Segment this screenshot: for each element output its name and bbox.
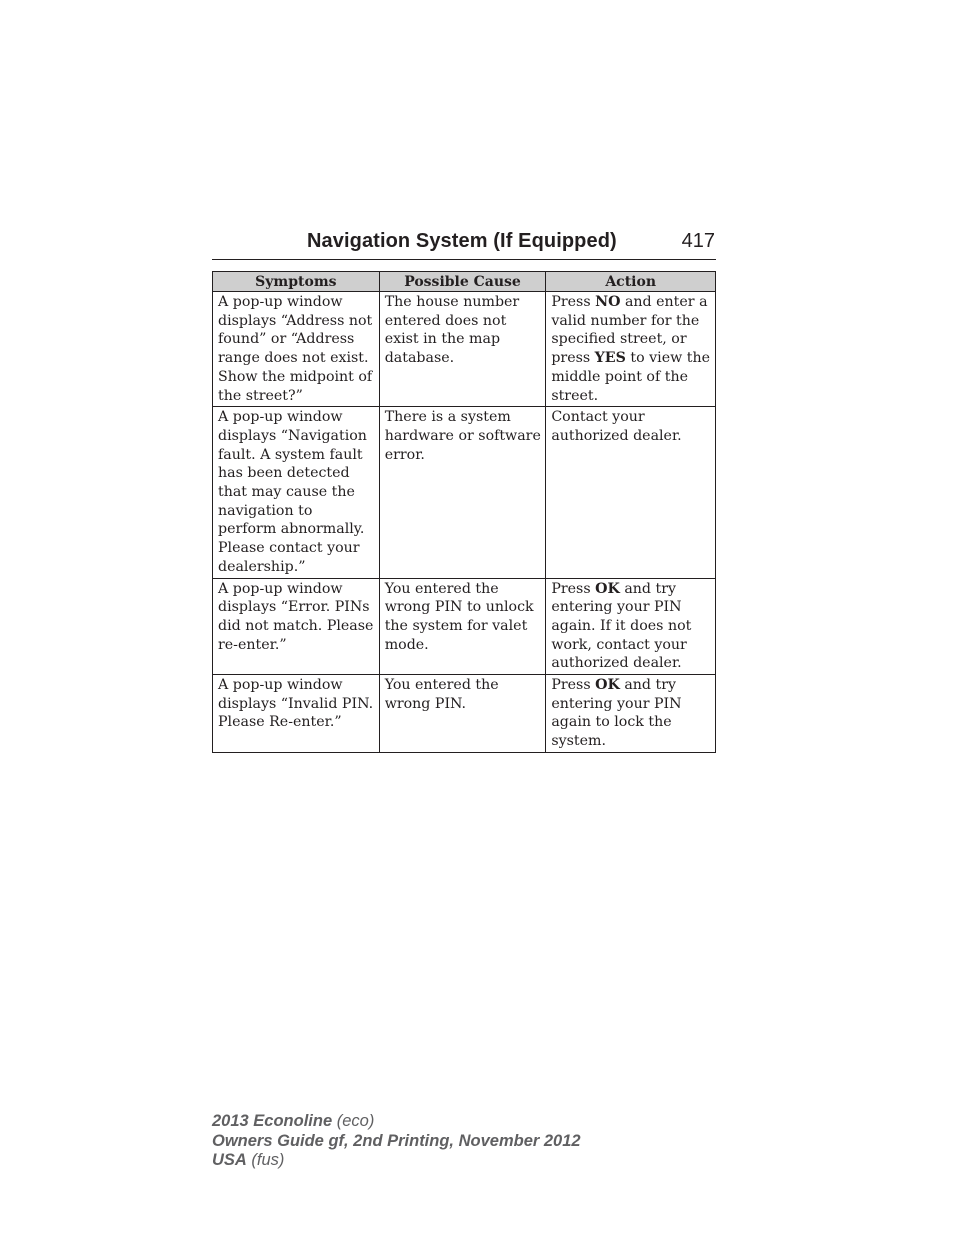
- action-text: to view the middle point of the street.: [551, 350, 710, 404]
- footer-vehicle-name: 2013 Econoline: [212, 1112, 333, 1130]
- possible-cause-cell: There is a system hardware or software error.: [379, 407, 546, 578]
- column-header-possible-cause: Possible Cause: [379, 272, 546, 292]
- action-text: and try entering your PIN again. If it does not work, contact your authorized dealer.: [551, 580, 692, 672]
- action-keyword: OK: [595, 677, 620, 694]
- action-text: and enter a valid number for the specified street, or press: [551, 294, 708, 367]
- action-cell: [546, 578, 716, 675]
- page-header: [212, 228, 716, 258]
- footer-line-market: [212, 1151, 581, 1171]
- symptom-cell: A pop-up window displays “Navigation fault. A system fault has been detected that may cause the navigation to perform abnormally. Please contact your dealership.”: [213, 407, 380, 578]
- action-text: Press: [551, 580, 596, 597]
- action-keyword: NO: [595, 294, 621, 310]
- possible-cause-cell: You entered the wrong PIN to unlock the system for valet mode.: [379, 578, 546, 675]
- action-text: Press: [551, 294, 596, 310]
- page-number: 417: [681, 230, 715, 252]
- document-footer: [212, 1112, 581, 1171]
- footer-line-guide: [212, 1132, 581, 1152]
- table-row: [213, 578, 716, 675]
- footer-market: USA: [212, 1151, 247, 1169]
- possible-cause-cell: You entered the wrong PIN.: [379, 675, 546, 753]
- action-cell: [546, 292, 716, 407]
- column-header-symptoms: Symptoms: [213, 272, 380, 292]
- header-divider: [212, 259, 716, 260]
- table-row: [213, 675, 716, 753]
- action-keyword: OK: [595, 580, 620, 597]
- footer-guide-info: Owners Guide gf, 2nd Printing, November 2012: [212, 1131, 581, 1150]
- troubleshooting-table: [212, 271, 716, 753]
- column-header-action: Action: [546, 272, 716, 292]
- footer-market-code: (fus): [246, 1151, 285, 1169]
- action-keyword: YES: [594, 350, 626, 367]
- action-text: and try entering your PIN again to lock the system.: [551, 677, 682, 750]
- section-title: Navigation System (If Equipped): [307, 230, 617, 252]
- table-header-row: [213, 272, 716, 292]
- symptom-cell: A pop-up window displays “Error. PINs did not match. Please re-enter.”: [213, 578, 380, 675]
- action-text: Contact your authorized dealer.: [551, 409, 682, 444]
- table-row: [213, 292, 716, 407]
- table-row: [213, 407, 716, 578]
- footer-line-vehicle: [212, 1112, 581, 1132]
- action-cell: [546, 675, 716, 753]
- action-text: Press: [551, 677, 596, 694]
- symptom-cell: A pop-up window displays “Address not found” or “Address range does not exist. Show the midpoint of the street?”: [213, 292, 380, 407]
- possible-cause-cell: The house number entered does not exist in the map database.: [379, 292, 546, 407]
- symptom-cell: A pop-up window displays “Invalid PIN. Please Re-enter.”: [213, 675, 380, 753]
- action-cell: [546, 407, 716, 578]
- footer-vehicle-code: (eco): [332, 1112, 375, 1130]
